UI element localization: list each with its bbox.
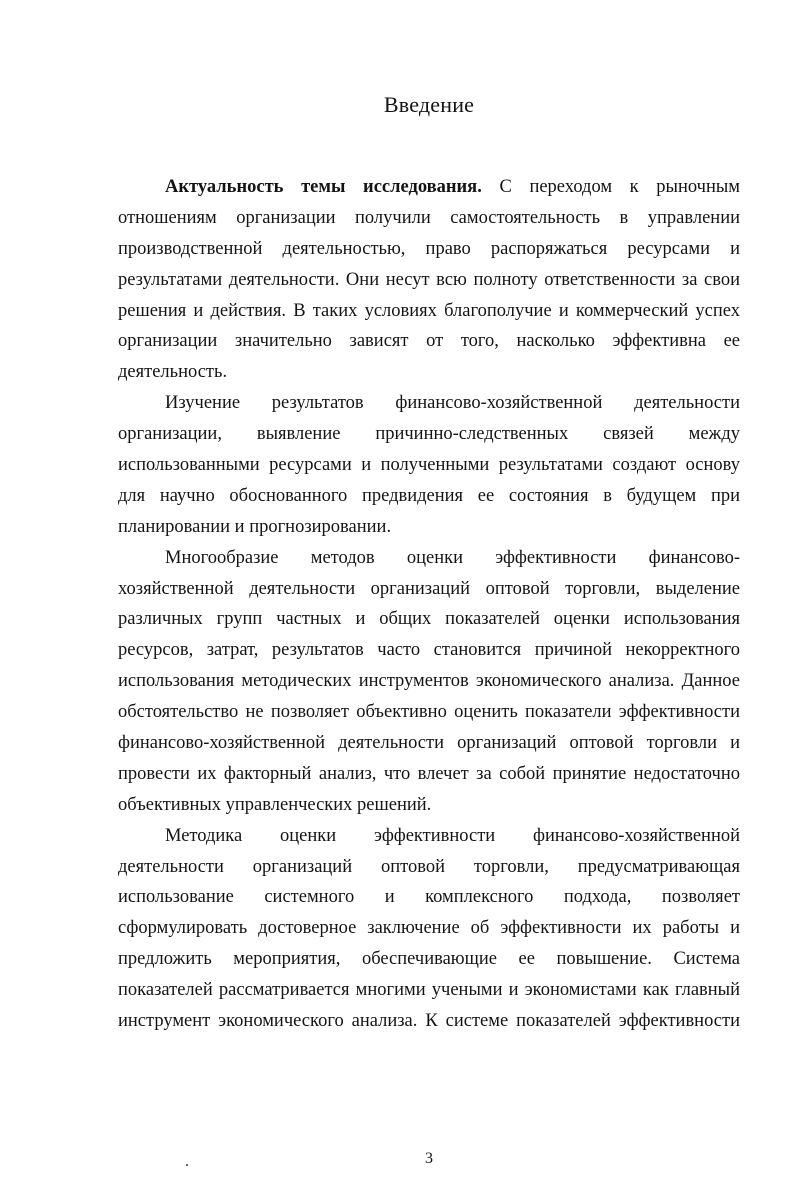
text-line: провести их факторный анализ, что влечет за собой принятие недостаточно bbox=[118, 763, 740, 784]
text-line: объективных управленческих решений. bbox=[118, 794, 432, 815]
page-title: Введение bbox=[383, 92, 475, 117]
text-line: Методика оценки эффективности финансово-хозяйственной bbox=[165, 825, 740, 846]
text-line: использование системного и комплексного подхода, позволяет bbox=[118, 887, 740, 908]
text-line: решения и действия. В таких условиях благополучие и коммерческий успех bbox=[118, 300, 740, 321]
text-line: использования методических инструментов экономического анализа. Данное bbox=[118, 671, 740, 692]
text-line: различных групп частных и общих показателей оценки использования bbox=[118, 609, 740, 630]
text-line: планировании и прогнозировании. bbox=[118, 516, 392, 537]
text-line: производственной деятельностью, право распоряжаться ресурсами и bbox=[118, 238, 740, 259]
text-line: результатами деятельности. Они несут всю полноту ответственности за свои bbox=[118, 269, 740, 290]
text-line: отношениям организации получили самостоятельность в управлении bbox=[118, 207, 740, 228]
bold-lead-text: Актуальность темы исследования. bbox=[165, 177, 482, 197]
text-line: для научно обоснованного предвидения ее состояния в будущем при bbox=[118, 485, 740, 506]
text-line: Изучение результатов финансово-хозяйственной деятельности bbox=[165, 393, 740, 414]
text-line: инструмент экономического анализа. К системе показателей эффективности bbox=[118, 1011, 740, 1032]
text-line: деятельности организаций оптовой торговли, предусматривающая bbox=[118, 856, 740, 877]
text-line: финансово-хозяйственной деятельности организаций оптовой торговли и bbox=[118, 733, 740, 754]
text-line: организации значительно зависят от того, насколько эффективна ее bbox=[118, 331, 740, 352]
text-line: организации, выявление причинно-следственных связей между bbox=[118, 424, 740, 445]
text-line: сформулировать достоверное заключение об эффективности их работы и bbox=[118, 918, 740, 939]
text-line: Многообразие методов оценки эффективности финансово- bbox=[165, 547, 740, 568]
page-number: 3 bbox=[425, 1150, 433, 1167]
text-line bbox=[118, 172, 740, 203]
line-text: С переходом к рыночным bbox=[481, 177, 740, 197]
text-line: деятельность. bbox=[118, 362, 228, 383]
text-line: использованными ресурсами и полученными результатами создают основу bbox=[118, 455, 740, 476]
text-line: ресурсов, затрат, результатов часто становится причиной некорректного bbox=[118, 640, 740, 661]
body-text bbox=[118, 172, 740, 1037]
text-line: предложить мероприятия, обеспечивающие ее повышение. Система bbox=[118, 949, 740, 970]
text-line: хозяйственной деятельности организаций оптовой торговли, выделение bbox=[118, 578, 740, 599]
text-line: показателей рассматривается многими учеными и экономистами как главный bbox=[118, 980, 740, 1001]
text-line: обстоятельство не позволяет объективно оценить показатели эффективности bbox=[118, 702, 740, 723]
